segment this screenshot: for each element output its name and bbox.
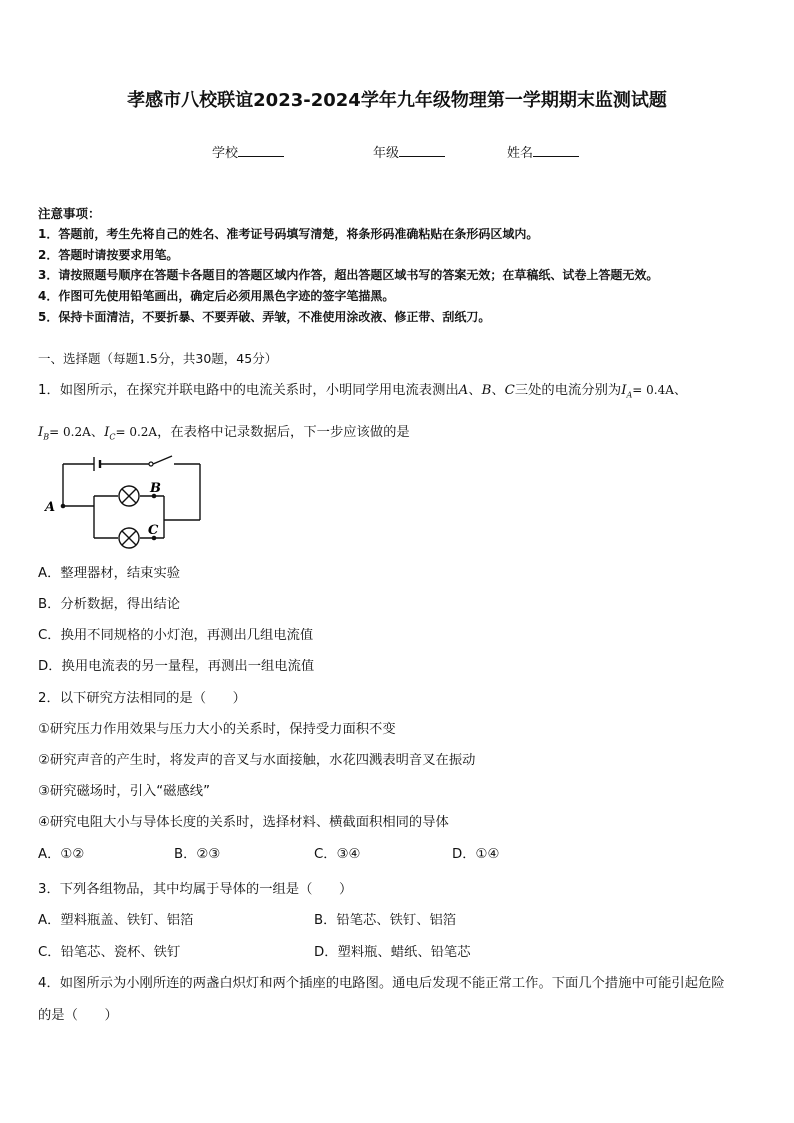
sep: 、 (673, 383, 688, 398)
q3-option-b: B．铅笔芯、铁钉、铝箔 (314, 913, 457, 928)
name-blank (533, 145, 579, 157)
current-c-symbol: I (104, 425, 110, 440)
grade-blank (399, 145, 445, 157)
q3-stem: 3．下列各组物品，其中均属于导体的一组是（ ） (38, 882, 353, 897)
name-label: 姓名 (507, 146, 534, 161)
note-item: 4．作图可先使用铅笔画出，确定后必须用黑色字迹的签字笔描黑。 (38, 289, 395, 303)
point-b: B (481, 383, 492, 398)
q2-item-3: ③研究磁场时，引入“磁感线” (38, 784, 210, 799)
switch-blade (153, 456, 172, 464)
q2-item-2: ②研究声音的产生时，将发声的音叉与水面接触，水花四溅表明音叉在振动 (38, 753, 476, 768)
school-label: 学校 (212, 146, 239, 161)
q2-option-d: D．①④ (452, 847, 500, 862)
school-blank (238, 145, 284, 157)
note-item: 5．保持卡面清洁，不要折暴、不要弄破、弄皱，不准使用涂改液、修正带、刮纸刀。 (38, 310, 491, 324)
q1-option-a: A．整理器材，结束实验 (38, 566, 181, 581)
q4-stem-line2: 的是（ ） (38, 1008, 118, 1023)
q2-item-4: ④研究电阻大小与导体长度的关系时，选择材料、横截面积相同的导体 (38, 815, 449, 830)
current-a-value: = 0.4A (632, 383, 674, 397)
q1-option-d: D．换用电流表的另一量程，再测出一组电流值 (38, 659, 315, 674)
current-c-value: = 0.2A (115, 425, 158, 439)
q2-item-1: ①研究压力作用效果与压力大小的关系时，保持受力面积不变 (38, 722, 396, 737)
sep: 、 (468, 383, 482, 398)
notes-heading: 注意事项： (38, 206, 101, 221)
section-heading: 一、选择题（每题1.5分，共30题，45分） (38, 351, 278, 366)
diagram-label-c: C (148, 523, 159, 538)
name-field (507, 142, 579, 161)
q2-option-c: C．③④ (314, 847, 361, 862)
grade-label: 年级 (373, 146, 400, 161)
diagram-label-a: A (45, 500, 56, 515)
point-c: C (504, 383, 515, 398)
q4-stem-line1: 4．如图所示为小刚所连的两盏白炽灯和两个插座的电路图。通电后发现不能正常工作。下面几个措施中可能引起危险 (38, 976, 725, 991)
switch-pivot (149, 462, 153, 466)
current-c-sub: C (109, 432, 116, 442)
sep: 、 (90, 425, 105, 440)
grade-field (373, 142, 445, 161)
q1-text: 1．如图所示，在探究并联电路中的电流关系时，小明同学用电流表测出 (38, 383, 459, 398)
note-item: 3．请按照题号顺序在答题卡各题目的答题区域内作答，超出答题区域书写的答案无效；在草稿纸、试卷上答题无效。 (38, 268, 659, 282)
note-item: 1．答题前，考生先将自己的姓名、准考证号码填写清楚，将条形码准确粘贴在条形码区域内。 (38, 227, 539, 241)
parallel-circuit-diagram (40, 452, 210, 557)
q1-text: ，在表格中记录数据后，下一步应该做的是 (157, 425, 410, 440)
q1-line2 (38, 421, 410, 442)
sep: 、 (491, 383, 505, 398)
note-item: 2．答题时请按要求用笔。 (38, 248, 179, 262)
q1-option-b: B．分析数据，得出结论 (38, 597, 181, 612)
current-a-sub: A (626, 390, 633, 400)
current-b-value: = 0.2A (49, 425, 91, 439)
q3-option-d: D．塑料瓶、蜡纸、铅笔芯 (314, 945, 471, 960)
current-b-symbol: I (38, 425, 44, 440)
q2-option-b: B．②③ (174, 847, 221, 862)
school-field (212, 142, 284, 161)
current-b-sub: B (43, 432, 50, 442)
q3-option-a: A．塑料瓶盖、铁钉、铝箔 (38, 913, 194, 928)
diagram-label-b: B (150, 481, 161, 496)
q2-option-a: A．①② (38, 847, 85, 862)
q1-option-c: C．换用不同规格的小灯泡，再测出几组电流值 (38, 628, 314, 643)
current-a-symbol: I (621, 383, 627, 398)
q1-text: 三处的电流分别为 (514, 383, 622, 398)
q2-stem: 2．以下研究方法相同的是（ ） (38, 691, 246, 706)
q1-line1 (38, 379, 687, 400)
q3-option-c: C．铅笔芯、瓷杯、铁钉 (38, 945, 181, 960)
node-a (61, 504, 66, 509)
page-title: 孝感市八校联谊2023-2024学年九年级物理第一学期期末监测试题 (127, 90, 667, 111)
point-a: A (458, 383, 469, 398)
